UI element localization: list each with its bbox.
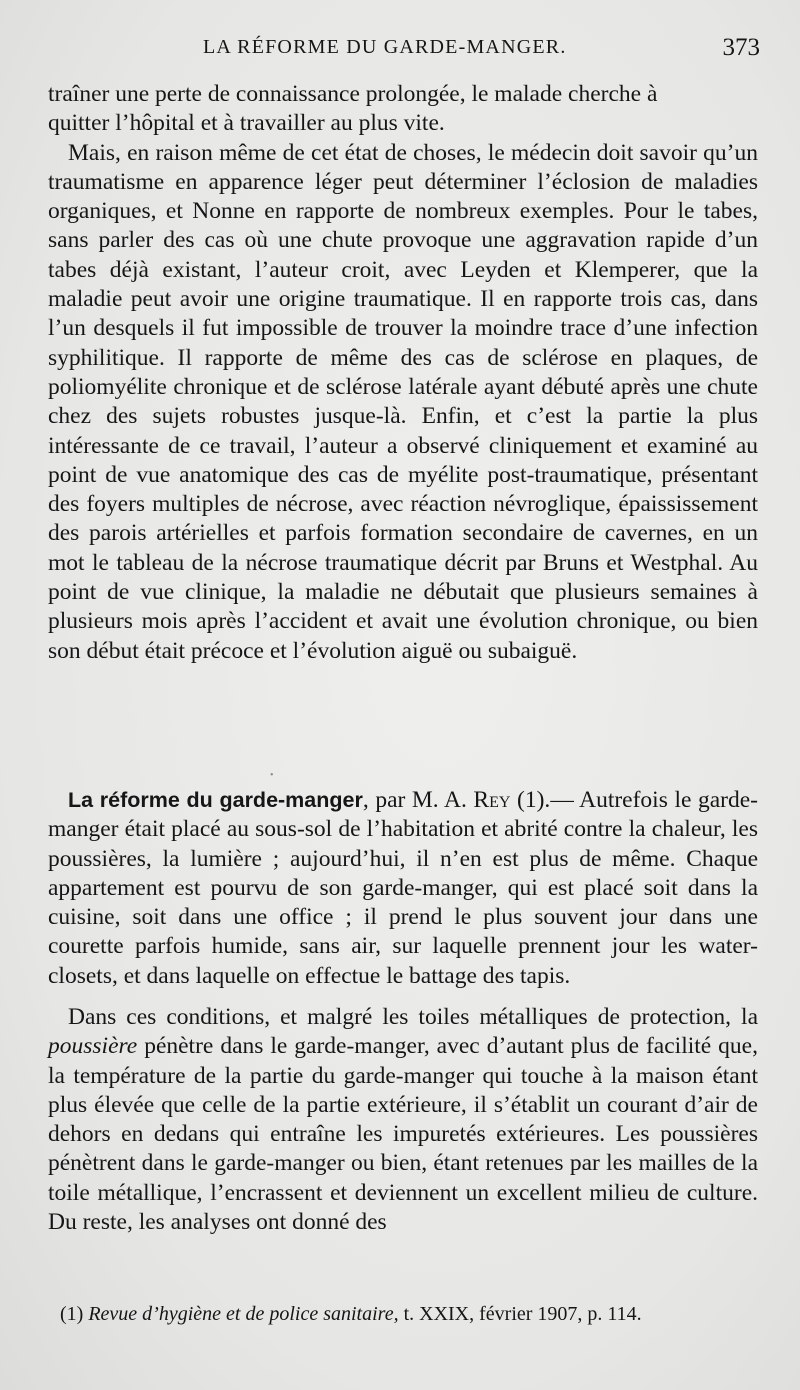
article-block xyxy=(48,786,758,991)
running-title: LA RÉFORME DU GARDE-MANGER. xyxy=(203,36,567,58)
article-body: — Autrefois le garde-manger était placé au sous-sol de l’habitation et abrité contre la chaleur, les poussières, la lumière ; aujourd’hui, il n’en est plus de même. Chaque appartement est pourvu de son garde-manger, qui est placé soit dans la cuisine, soit dans une office ; il prend le plus souvent jour dans une courette parfois humide, sans air, sur laquelle prennent jour les water-closets, et dans laquelle on effectue le battage des tapis. xyxy=(48,787,759,989)
footnote xyxy=(48,1302,758,1327)
article-author: Rey xyxy=(473,787,511,813)
article-byline-prefix: , par M. A. xyxy=(362,787,474,813)
dust-text-after: pénètre dans le garde-manger, avec d’autant plus de facilité que, la température de la partie du garde-manger qui touche à la maison étant plus élevée que celle de la partie extérieure, il s’établit un courant d’air de dehors en dedans qui entraîne les impuretés extérieures. Les poussières pénètrent dans le garde-manger ou bien, étant retenues par les mailles de la toile métallique, l’encrassent et deviennent un excellent milieu de culture. Du reste, les analyses ont donné des xyxy=(48,1033,758,1236)
continued-line-2: quitter l’hôpital et à travailler au plus vite. xyxy=(48,110,445,137)
footnote-reference: (1). xyxy=(510,787,551,813)
dust-paragraph-block xyxy=(48,1003,758,1237)
article-paragraph xyxy=(48,786,758,991)
dust-paragraph xyxy=(48,1003,758,1237)
dust-text-before: Dans ces conditions, et malgré les toiles métalliques de protection, la xyxy=(68,1004,758,1030)
footnote-marker: (1) xyxy=(60,1303,84,1325)
dust-italic-word: poussière xyxy=(48,1033,138,1060)
footnote-details: t. XXIX, février 1907, p. 114. xyxy=(398,1303,642,1325)
footnote-text xyxy=(48,1302,758,1327)
page-number: 373 xyxy=(722,34,760,61)
continued-line-1: traîner une perte de connaissance prolongée, le malade cherche à xyxy=(48,81,658,107)
scan-speck: • xyxy=(270,770,274,781)
footnote-source: Revue d’hygiène et de police sanitaire, xyxy=(88,1303,399,1325)
paragraph-nonne: Mais, en raison même de cet état de choses, le médecin doit savoir qu’un traumatisme en apparence léger peut déterminer l’éclosion de maladies organiques, et Nonne en rapporte de nombreux exemples. Pour le tabes, sans parler des cas où une chute provoque une aggravation rapide d’un tabes déjà existant, l’auteur croit, avec Leyden et Klemperer, que la maladie peut avoir une origine traumatique. Il en rapporte trois cas, dans l’un desquels il fut impossible de trouver la moindre trace d’une infection syphilitique. Il rapporte de même des cas de sclérose en plaques, de poliomyélite chronique et de sclérose latérale ayant débuté après une chute chez des sujets robustes jusque-là. Enfin, et c’est la partie la plus intéressante de ce travail, l’auteur a observé cliniquement et examiné au point de vue anatomique des cas de myélite post-traumatique, présentant des foyers multiples de nécrose, avec réaction névroglique, épaississement des parois artérielles et parfois formation secondaire de cavernes, en un mot le tableau de la nécrose traumatique décrit par Bruns et Westphal. Au point de vue clinique, la maladie ne débutait que plusieurs semaines à plusieurs mois après l’accident et avait une évolution chronique, ou bien son début était précoce et l’évolution aiguë ou subaiguë. xyxy=(48,139,758,664)
continued-text xyxy=(48,80,758,666)
running-head xyxy=(48,36,760,66)
article-title: La réforme du garde-manger xyxy=(68,788,363,812)
